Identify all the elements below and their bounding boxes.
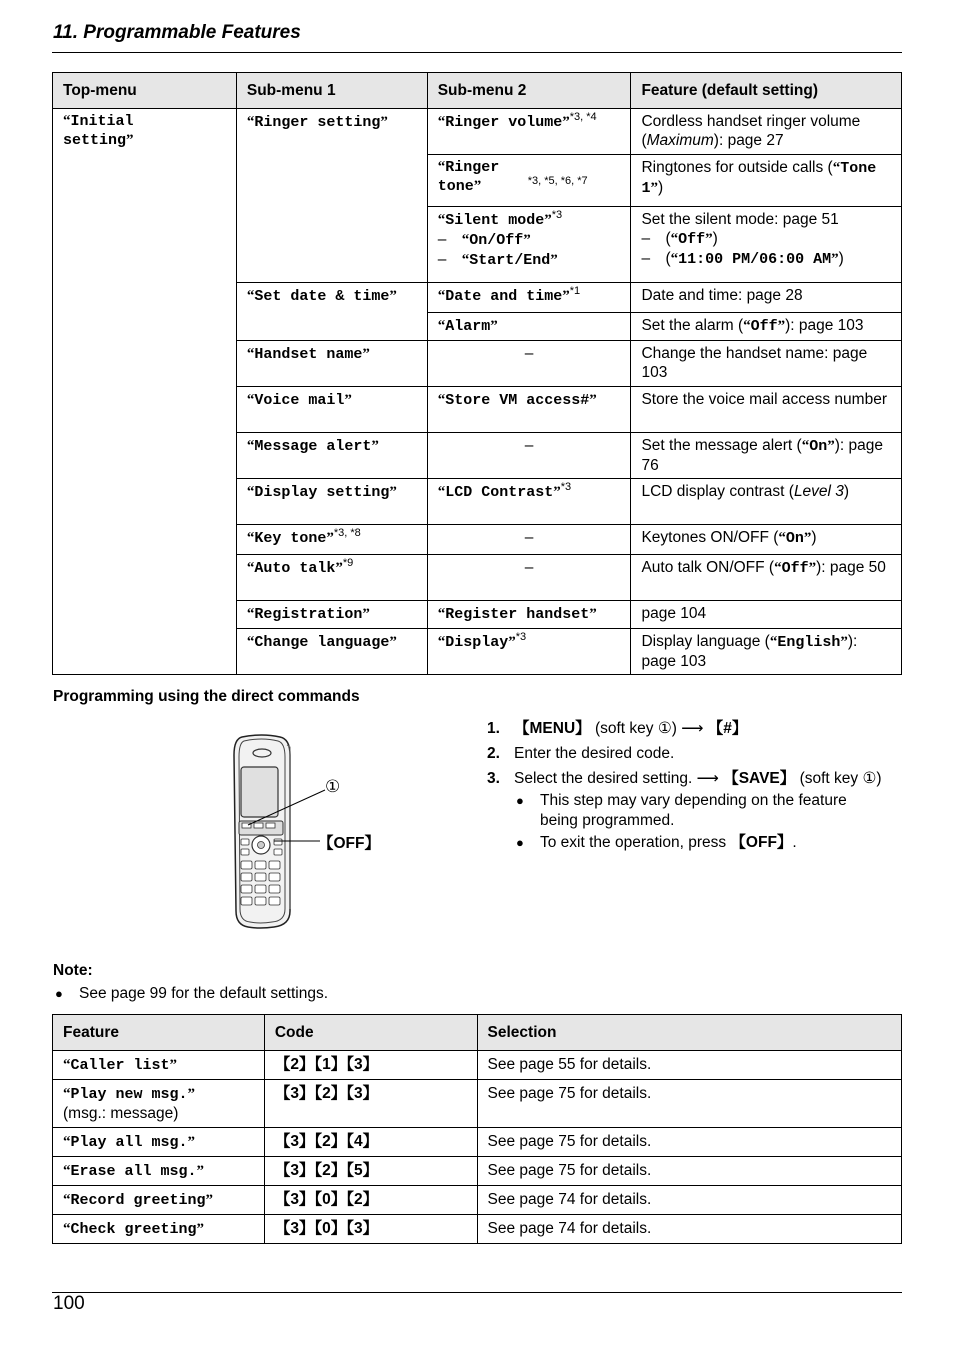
note-item: ● See page 99 for the default settings. — [55, 985, 329, 1002]
table-row — [53, 1080, 902, 1128]
feature-date-time: Date and time: page 28 — [631, 283, 902, 313]
code-cell: 【3】【2】【4】 — [264, 1128, 477, 1157]
col-header-top-menu: Top-menu — [53, 73, 237, 109]
menu-table — [52, 72, 902, 675]
feature-cell: “ Caller list ” — [53, 1051, 265, 1080]
direct-commands-heading: Programming using the direct commands — [53, 688, 360, 705]
col-header-selection: Selection — [477, 1015, 901, 1051]
sub1-set-date-time: “ Set date & time ” — [236, 283, 427, 341]
feature-language: Display language (“ English ” ): page 103 — [631, 629, 902, 675]
col-header-sub-menu-1: Sub-menu 1 — [236, 73, 427, 109]
bullet-icon: ● — [55, 986, 63, 1001]
code-cell: 【3】【2】【3】 — [264, 1080, 477, 1128]
selection-cell: See page 74 for details. — [477, 1186, 901, 1215]
step-3: 3. Select the desired setting. ⟶ 【SAVE】 (soft key ①) ● This step may vary depending on the feature being programmed. ● To exit the operation, press 【OFF】. — [487, 769, 887, 853]
feature-message-alert: Set the message alert (“ On ” ): page 76 — [631, 433, 902, 479]
sub2-handset-name: – — [427, 341, 631, 387]
section-title: 11. Programmable Features — [53, 22, 301, 43]
col-header-feature: Feature — [53, 1015, 265, 1051]
feature-handset-name: Change the handset name: page 103 — [631, 341, 902, 387]
bullet-icon: ● — [516, 835, 524, 850]
sub2-key-tone: – — [427, 525, 631, 555]
table-row — [53, 109, 902, 155]
header-rule — [52, 52, 902, 53]
selection-cell: See page 74 for details. — [477, 1215, 901, 1244]
top-menu-initial-setting: “ Initial setting ” — [53, 109, 237, 675]
col-header-sub-menu-2: Sub-menu 2 — [427, 73, 631, 109]
step-2: 2. Enter the desired code. — [487, 745, 675, 762]
step-3-bullet-1: ● This step may vary depending on the feature being programmed. — [516, 792, 847, 829]
sub2-lcd-contrast: “ LCD Contrast ” $^{*3}$ — [427, 479, 631, 525]
feature-cell: “ Erase all msg. ” — [53, 1157, 265, 1186]
selection-cell: See page 75 for details. — [477, 1128, 901, 1157]
sub2-store-vm: “ Store VM access# ” — [427, 387, 631, 433]
step-3-bullet-2: ● To exit the operation, press 【OFF】. — [516, 834, 797, 851]
handset-illustration — [222, 733, 382, 929]
callout-off-key: 【OFF】 — [318, 835, 380, 852]
code-table — [52, 1014, 902, 1244]
table-row — [53, 1186, 902, 1215]
sub1-message-alert: “ Message alert ” — [236, 433, 427, 479]
note-title: Note: — [53, 962, 93, 979]
col-header-feature: Feature (default setting) — [631, 73, 902, 109]
feature-cell: “ Play all msg. ” — [53, 1128, 265, 1157]
sub2-alarm: “ Alarm ” — [427, 313, 631, 341]
table-row — [53, 1128, 902, 1157]
sub2-auto-talk: – — [427, 555, 631, 601]
feature-lcd-contrast: LCD display contrast (Level 3) — [631, 479, 902, 525]
selection-cell: See page 75 for details. — [477, 1080, 901, 1128]
table-row — [53, 1215, 902, 1244]
sub2-display: “ Display ” $^{*3}$ — [427, 629, 631, 675]
feature-ringer-tone: Ringtones for outside calls (“ Tone 1 ” ) — [631, 155, 902, 207]
table-row — [53, 1157, 902, 1186]
feature-auto-talk: Auto talk ON/OFF (“ Off ” ): page 50 — [631, 555, 902, 601]
sub1-handset-name: “ Handset name ” — [236, 341, 427, 387]
selection-cell: See page 55 for details. — [477, 1051, 901, 1080]
feature-cell: “ Play new msg. ” (msg.: message) — [53, 1080, 265, 1128]
arrow-icon: ⟶ — [696, 770, 719, 787]
table-row — [53, 1051, 902, 1080]
code-cell: 【3】【0】【3】 — [264, 1215, 477, 1244]
sub1-change-language: “ Change language ” — [236, 629, 427, 675]
code-cell: 【3】【2】【5】 — [264, 1157, 477, 1186]
feature-cell: “ Record greeting ” — [53, 1186, 265, 1215]
menu-table-header — [53, 73, 902, 109]
sub1-key-tone: “ Key tone ” $^{*3, *8}$ — [236, 525, 427, 555]
feature-voice-mail: Store the voice mail access number — [631, 387, 902, 433]
bullet-icon: ● — [516, 793, 524, 808]
sub1-voice-mail: “ Voice mail ” — [236, 387, 427, 433]
feature-alarm: Set the alarm (“ Off ” ): page 103 — [631, 313, 902, 341]
sub2-ringer-volume: “ Ringer volume ” $^{*3, *4}$ — [427, 109, 631, 155]
arrow-icon: ⟶ — [681, 720, 704, 737]
footer-rule — [52, 1292, 902, 1293]
sub1-auto-talk: “ Auto talk ” $^{*9}$ — [236, 555, 427, 601]
selection-cell: See page 75 for details. — [477, 1157, 901, 1186]
sub2-date-and-time: “ Date and time ” $^{*1}$ — [427, 283, 631, 313]
page-number: 100 — [53, 1293, 85, 1314]
direct-commands-steps — [487, 719, 887, 858]
sub2-register-handset: “ Register handset ” — [427, 601, 631, 629]
step-1: 1. 【MENU】 (soft key ①) ⟶ 【#】 — [487, 720, 748, 737]
callout-soft-key-1: ① — [325, 777, 341, 796]
sub2-message-alert: – — [427, 433, 631, 479]
feature-key-tone: Keytones ON/OFF (“ On ” ) — [631, 525, 902, 555]
sub1-display-setting: “ Display setting ” — [236, 479, 427, 525]
feature-cell: “ Check greeting ” — [53, 1215, 265, 1244]
sub1-registration: “ Registration ” — [236, 601, 427, 629]
code-table-header — [53, 1015, 902, 1051]
sub2-ringer-tone: “ Ringer tone ” $^{*3, *5, *6, *7}$ — [427, 155, 631, 207]
sub2-silent-mode: “ Silent mode ” $^{*3}$ –“ On/Off ” –“ Start/End ” — [427, 207, 631, 283]
code-cell: 【3】【0】【2】 — [264, 1186, 477, 1215]
sub1-ringer-setting: “ Ringer setting ” — [236, 109, 427, 283]
feature-registration: page 104 — [631, 601, 902, 629]
feature-silent-mode: Set the silent mode: page 51 – (“ Off ” ) – (“ 11:00 PM/06:00 AM ” ) — [631, 207, 902, 283]
col-header-code: Code — [264, 1015, 477, 1051]
code-cell: 【2】【1】【3】 — [264, 1051, 477, 1080]
feature-ringer-volume: Cordless handset ringer volume (Maximum): page 27 — [631, 109, 902, 155]
